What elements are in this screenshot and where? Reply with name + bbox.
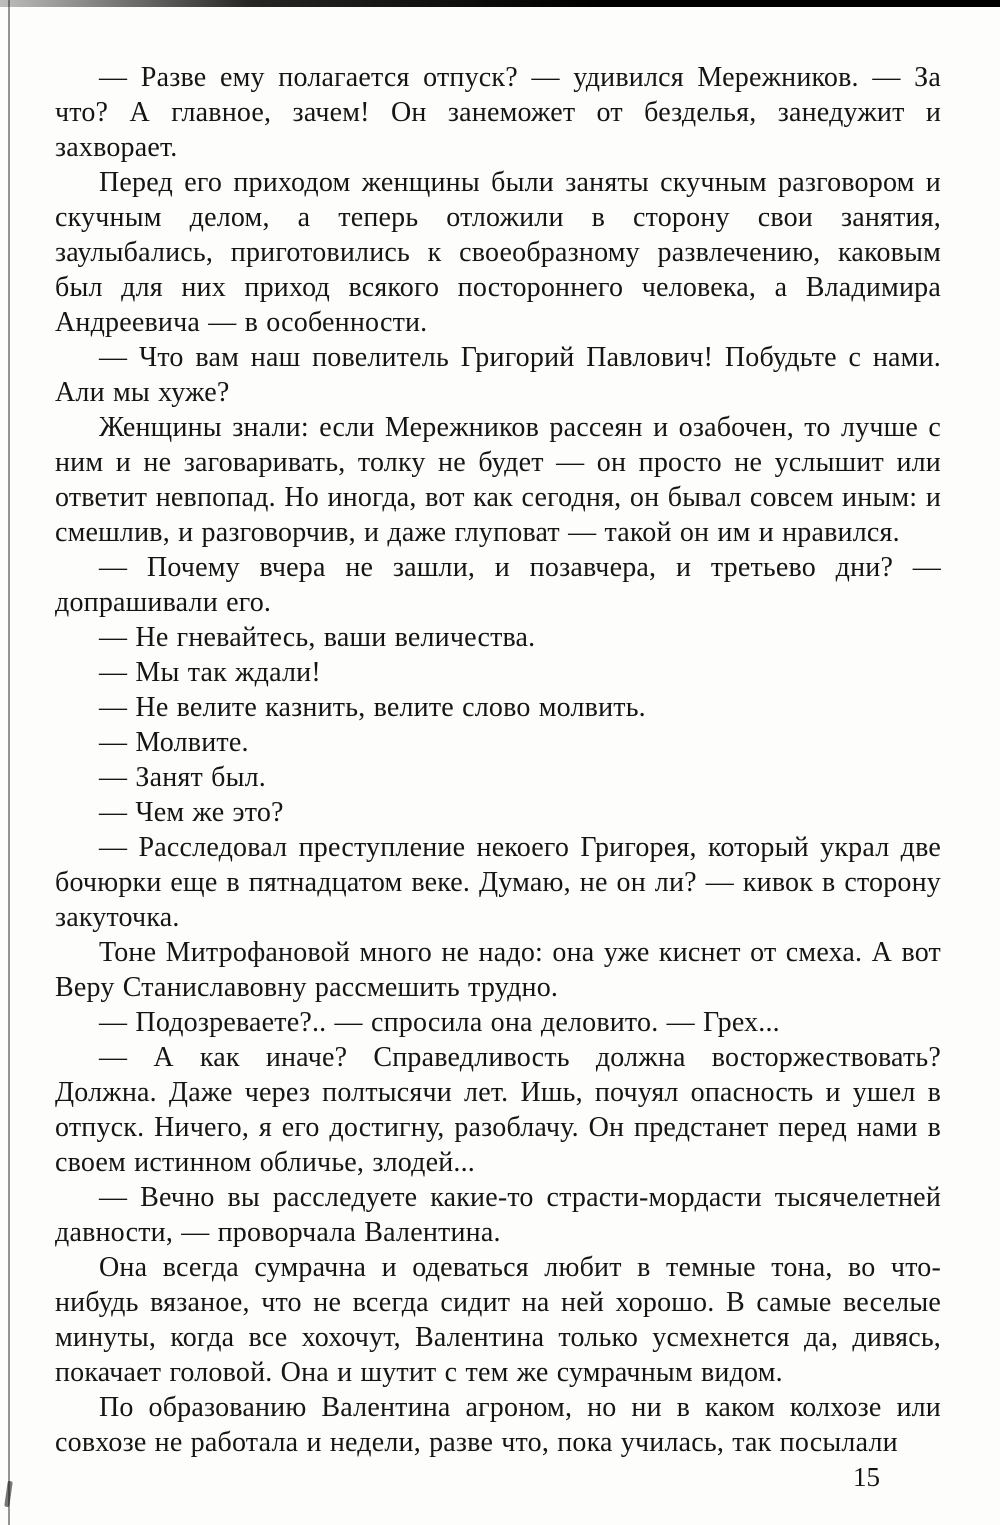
paragraph: Женщины знали: если Мережников рассеян и озабочен, то лучше с ним и не заговаривать, толку не будет — он просто не услышит или ответит невпопад. Но иногда, вот как сегодня, он бывал совсем иным: и смешлив, и разговорчив, и даже глуповат — такой он им и нравился. (55, 412, 941, 548)
paragraph: — Чем же это? (99, 797, 284, 828)
paragraph: — Молвите. (99, 727, 249, 758)
paragraph: — Почему вчера не зашли, и позавчера, и третьево дни? — допрашивали его. (55, 552, 941, 618)
scan-artifact-left-edge (8, 0, 10, 1525)
paragraph: — Не гневайтесь, ваши величества. (99, 622, 536, 653)
paragraph: Перед его приходом женщины были заняты скучным разговором и скучным делом, а теперь отложили в сторону свои занятия, заулыбались, приготовились к своеобразному развлечению, каковым был для них приход всякого постороннего человека, а Владимира Андреевича — в особенности. (55, 167, 941, 338)
paragraph: — А как иначе? Справедливость должна восторжествовать? Должна. Даже через полтысячи лет. Ишь, почуял опасность и ушел в отпуск. Ничего, я его достигну, разоблачу. Он предстанет перед нами в своем истинном обличье, злодей... (55, 1042, 941, 1178)
page-text-block (55, 60, 941, 1460)
paragraph: — Расследовал преступление некоего Григорея, который украл две бочюрки еще в пятнадцатом веке. Думаю, не он ли? — кивок в сторону закуточка. (55, 832, 941, 933)
paragraph: — Не велите казнить, велите слово молвить. (99, 692, 646, 723)
paragraph: — Подозреваете?.. — спросила она деловито. — Грех... (99, 1007, 780, 1038)
paragraph: — Что вам наш повелитель Григорий Павлович! Побудьте с нами. Али мы хуже? (55, 342, 941, 408)
scan-artifact-top-edge (0, 0, 1000, 7)
paragraph: — Разве ему полагается отпуск? — удивился Мережников. — За что? А главное, зачем! Он занеможет от безделья, занедужит и захворает. (55, 62, 941, 163)
page-number: 15 (853, 1462, 880, 1492)
paragraph: — Мы так ждали! (99, 657, 321, 688)
paragraph: По образованию Валентина агроном, но ни в каком колхозе или совхозе не работала и недели, разве что, пока училась, так посылали (55, 1392, 941, 1458)
paragraph: — Вечно вы расследуете какие-то страсти-мордасти тысячелетней давности, — проворчала Валентина. (55, 1182, 941, 1248)
paragraph: — Занят был. (99, 762, 266, 793)
paragraph: Она всегда сумрачна и одеваться любит в темные тона, во что-нибудь вязаное, что не всегда сидит на ней хорошо. В самые веселые минуты, когда все хохочут, Валентина только усмехнется да, дивясь, покачает головой. Она и шутит с тем же сумрачным видом. (55, 1252, 941, 1388)
paragraph: Тоне Митрофановой много не надо: она уже киснет от смеха. А вот Веру Станиславовну рассмешить трудно. (55, 937, 941, 1003)
